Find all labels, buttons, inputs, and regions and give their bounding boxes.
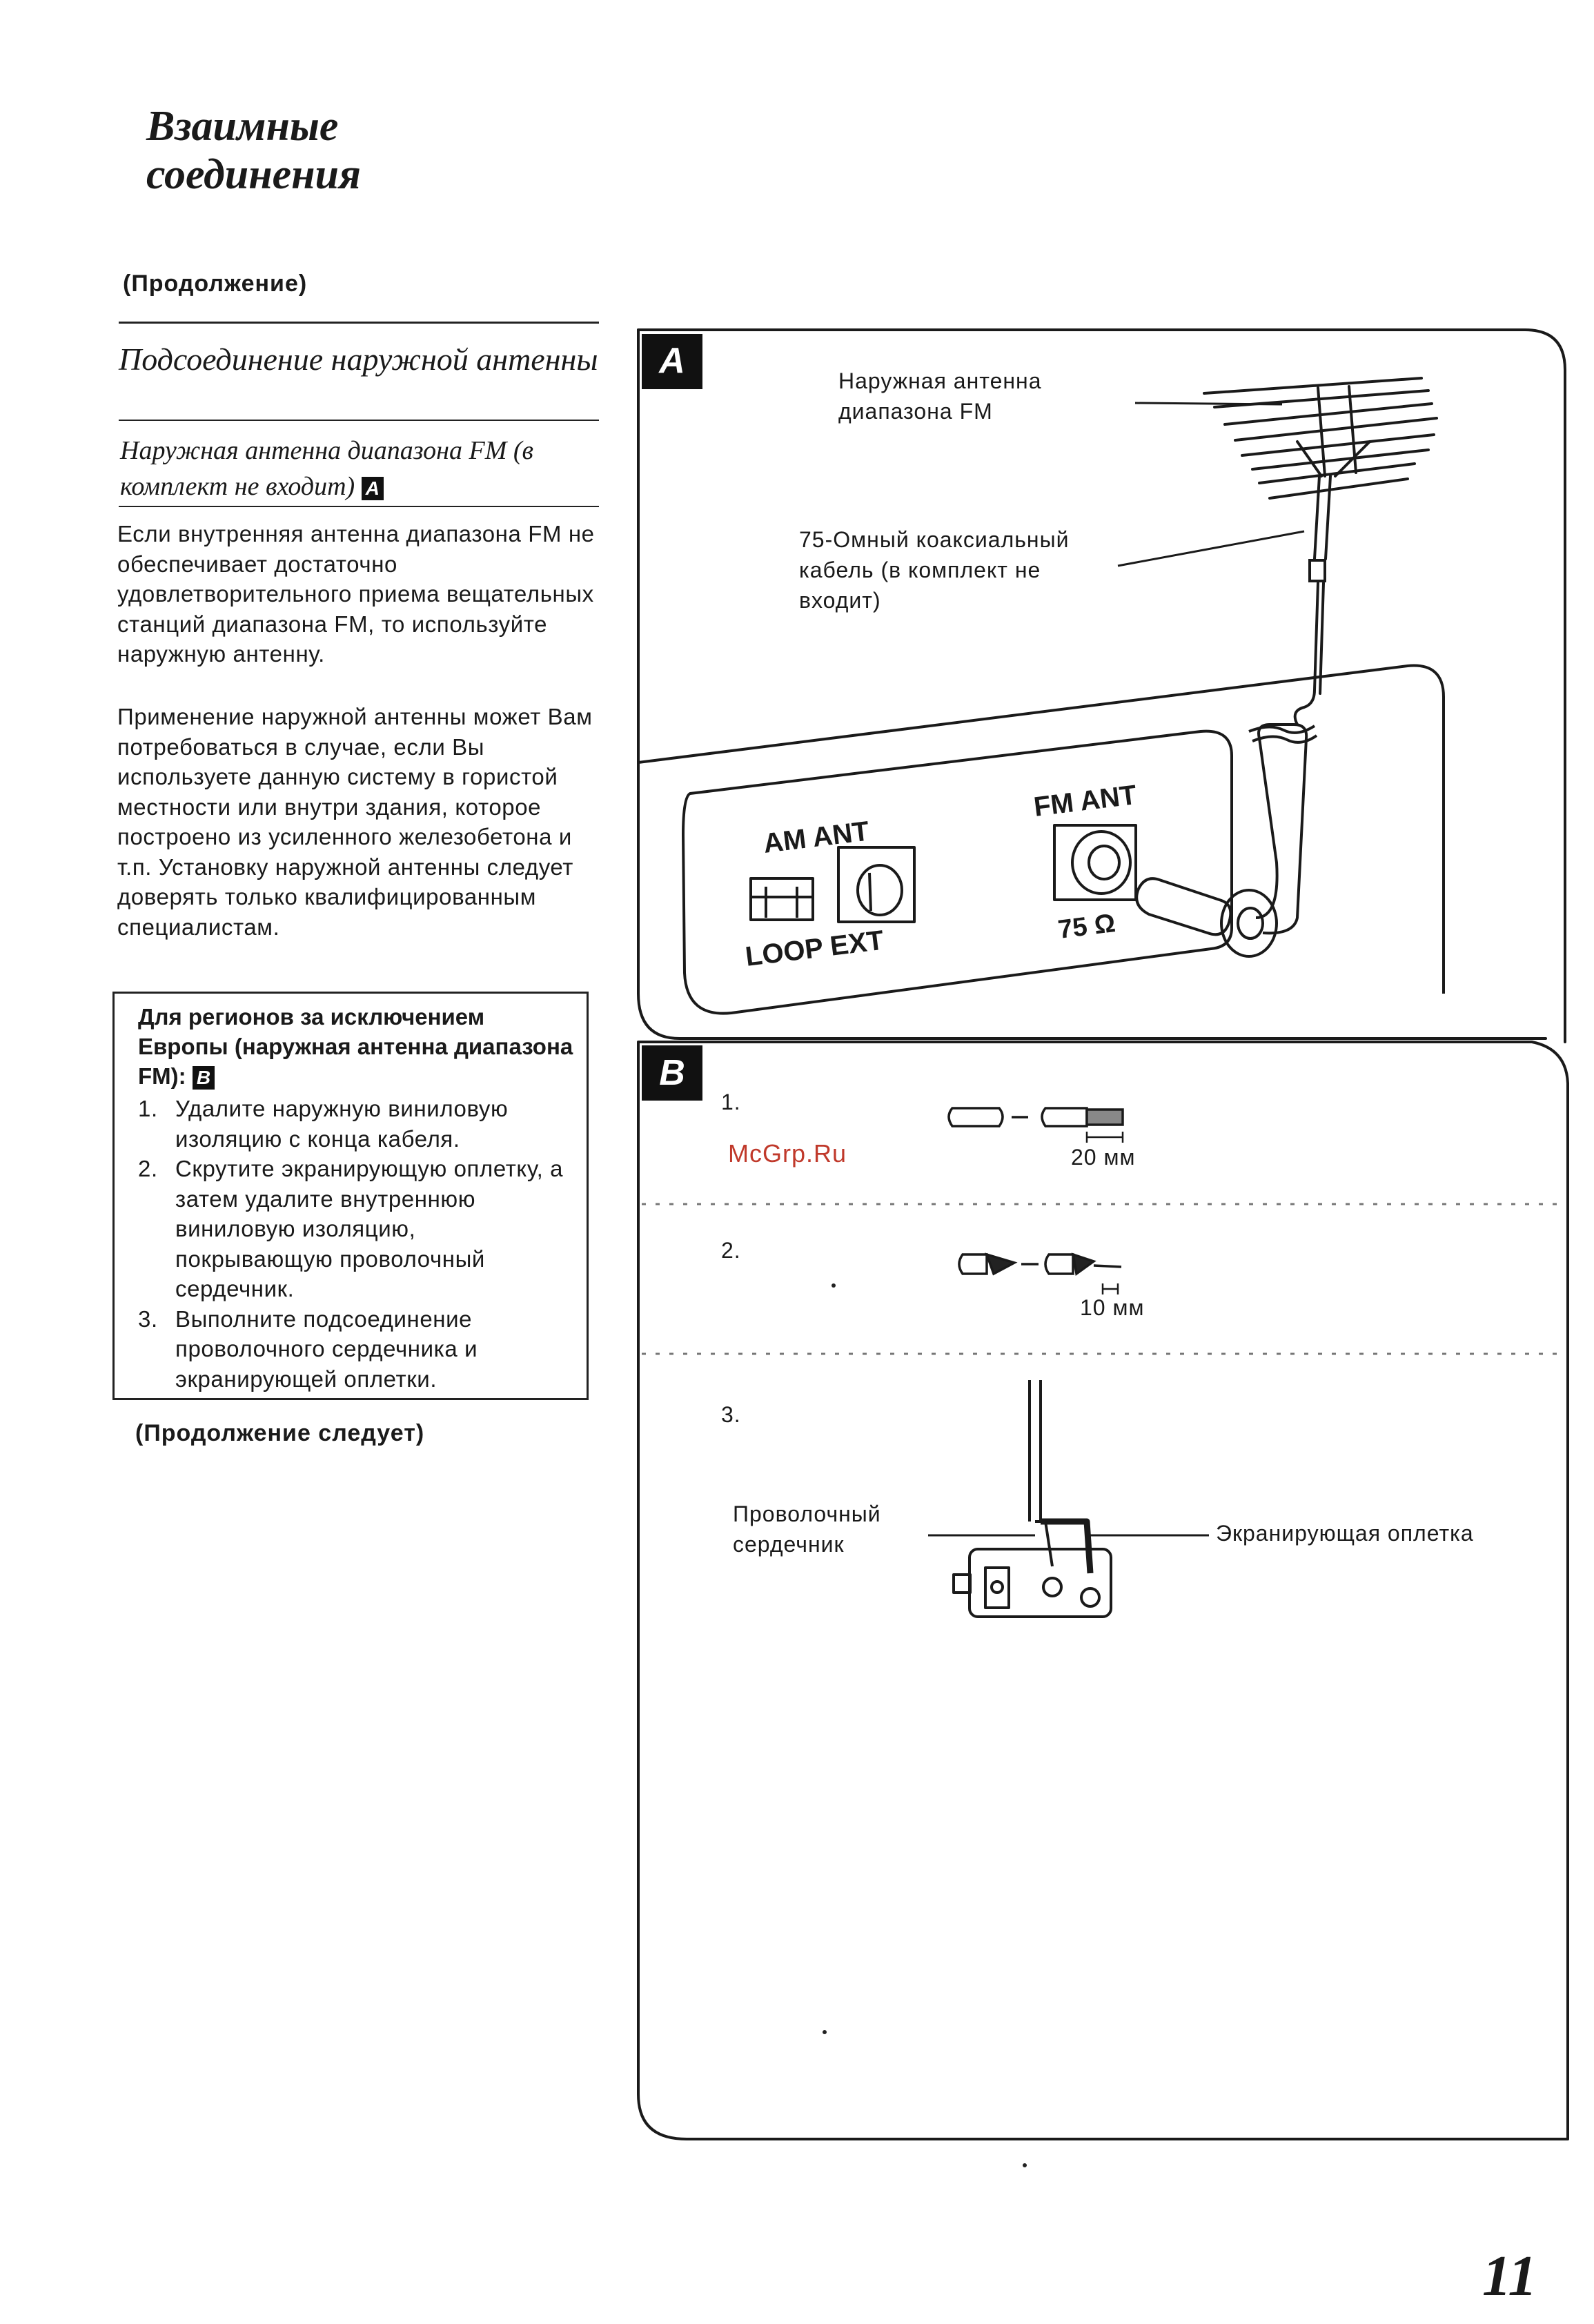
cable-connector-icon [1310,560,1325,581]
subsection-heading-text: Наружная антенна диапазона FM (в комплект не входит) [120,436,534,501]
loop-ext-label: LOOP EXT [743,925,886,972]
note-title-text: Для регионов за исключением Европы (наружная антенна диапазона FM): [138,1004,573,1089]
figure-a-badge [642,334,702,389]
watermark: McGrp.Ru [728,1139,847,1168]
am-ant-label: AM ANT [761,816,871,859]
step-number: 3. [138,1306,158,1332]
section-heading: Подсоединение наружной антенны [119,342,598,377]
core-label: Проволочный сердечник [733,1501,881,1557]
page-number: 11 [1482,2244,1537,2308]
fm-ant-label: FM ANT [1032,780,1139,823]
paragraph-indoor-antenna: Если внутренняя антенна диапазона FM не обеспечивает достаточно удовлетворительного приема вещательных станций диапазона FM, то используйте наружную антенну. [117,521,595,667]
step-text: Скрутите экранирующую оплетку, а затем удалите внутреннюю виниловую изоляцию, покрывающую проволочный сердечник. [175,1156,564,1301]
step1-measure: 20 мм [1071,1145,1136,1170]
page-title-line1: Взаимные [146,103,339,150]
figure-b-reference-badge: B [193,1066,215,1090]
figure-b-badge [642,1045,702,1101]
paragraph-outdoor-antenna-use: Применение наружной антенны может Вам потребоваться в случае, если Вы используете данную систему в гористой местности или внутри здания, которое построено из усиленного железобетона и т.п. Установку наружной антенны следует доверять только квалифицированным специалистам. [117,704,593,940]
figure-a-frame-bottom [638,994,1546,1038]
impedance-label: 75 Ω [1056,909,1117,945]
step2-measure: 10 мм [1080,1295,1145,1320]
step1-number: 1. [721,1090,741,1114]
page-title-line2: соединения [146,151,361,198]
braid-label: Экранирующая оплетка [1216,1521,1474,1546]
cable-label: 75-Омный коаксиальный кабель (в комплект не входит) [799,527,1070,613]
step-number: 1. [138,1096,158,1121]
step-number: 2. [138,1156,158,1181]
cable-step3-icon [954,1380,1111,1617]
step-text: Выполните подсоединение проволочного сердечника и экранирующей оплетки. [175,1306,478,1392]
fm-antenna-icon [1204,378,1437,725]
figure-b-badge-text: B [659,1053,685,1093]
step-text: Удалите наружную виниловую изоляцию с конца кабеля. [175,1096,509,1152]
figure-a-badge-text: A [659,341,685,381]
antenna-leader-line [1135,403,1282,404]
am-loop-terminal-icon [751,878,813,920]
cable-leader-line [1118,531,1304,566]
cable-step1-icon [949,1108,1123,1143]
figure-b-frame [638,1042,1568,2139]
fm-ant-terminal-icon [1054,825,1136,900]
figure-a-reference-badge: A [362,477,384,500]
continued-label: (Продолжение) [123,270,308,297]
am-ext-terminal-icon [838,847,914,922]
continued-next-label: (Продолжение следует) [135,1420,425,1446]
antenna-label: Наружная антенна диапазона FM [838,368,1042,424]
cable-step2-icon [959,1254,1121,1294]
step3-number: 3. [721,1402,741,1427]
step2-number: 2. [721,1238,741,1263]
